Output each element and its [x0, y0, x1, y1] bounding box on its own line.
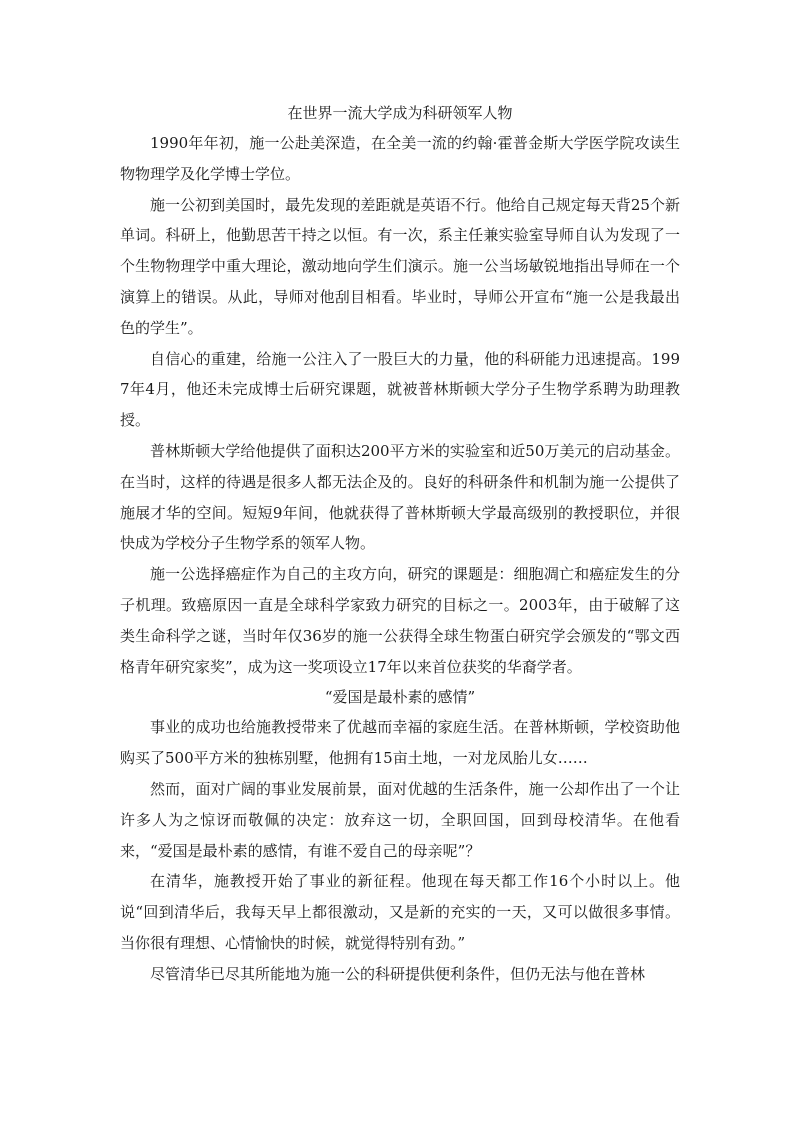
paragraph-cancer-research: 施一公选择癌症作为自己的主攻方向，研究的课题是：细胞凋亡和癌症发生的分子机理。致癌原因一直是全球科学家致力研究的目标之一。2003年，由于破解了这类生命科学之谜，当时年仅36岁的施一公获得全球生物蛋白研究学会颁发的“鄂文西格青年研究家奖”，成为这一奖项设立17年以来首位获奖的华裔学者。: [120, 565, 680, 676]
paragraph-family-life: 事业的成功也给施教授带来了优越而幸福的家庭生活。在普林斯顿，学校资助他购买了500平方米的独栋别墅，他拥有15亩土地，一对龙凤胎儿女……: [120, 718, 680, 768]
section-heading-patriotism: “爱国是最朴素的感情”: [324, 688, 476, 707]
paragraph-conditions: 尽管清华已尽其所能地为施一公的科研提供便利条件，但仍无法与他在普林: [150, 964, 646, 983]
paragraph-english-and-research: 施一公初到美国时，最先发现的差距就是英语不行。他给自己规定每天背25个新单词。科研上，他勤思苦干持之以恒。有一次，系主任兼实验室导师自认为发现了一个生物物理学中重大理论，激动地向学生们演示。施一公当场敏锐地指出导师在一个演算上的错误。从此，导师对他刮目相看。毕业时，导师公开宣布“施一公是我最出色的学生”。: [120, 195, 680, 337]
section-heading-research-leader: 在世界一流大学成为科研领军人物: [287, 104, 513, 122]
paragraph-return-home: 然而，面对广阔的事业发展前景，面对优越的生活条件，施一公却作出了一个让许多人为之惊讶而敬佩的决定：放弃这一切，全职回国，回到母校清华。在他看来，“爱国是最朴素的感情，有谁不爱自己的母亲呢”？: [120, 779, 680, 860]
paragraph-princeton: 普林斯顿大学给他提供了面积达200平方米的实验室和近50万美元的启动基金。在当时，这样的待遇是很多人都无法企及的。良好的科研条件和机制为施一公提供了施展才华的空间。短短9年间，他就获得了普林斯顿大学最高级别的教授职位，并很快成为学校分子生物学系的领军人物。: [120, 441, 680, 553]
document-page: [120, 98, 680, 990]
paragraph-confidence: 自信心的重建，给施一公注入了一股巨大的力量，他的科研能力迅速提高。1997年4月，他还未完成博士后研究课题，就被普林斯顿大学分子生物学系聘为助理教授。: [120, 349, 680, 430]
paragraph-tsinghua: 在清华，施教授开始了事业的新征程。他现在每天都工作16个小时以上。他说“回到清华后，我每天早上都很激动，又是新的充实的一天，又可以做很多事情。当你很有理想、心情愉快的时候，就觉得特别有劲。”: [120, 872, 680, 952]
paragraph-study-abroad: 1990年年初，施一公赴美深造，在全美一流的约翰·霍普金斯大学医学院攻读生物物理学及化学博士学位。: [120, 134, 680, 183]
